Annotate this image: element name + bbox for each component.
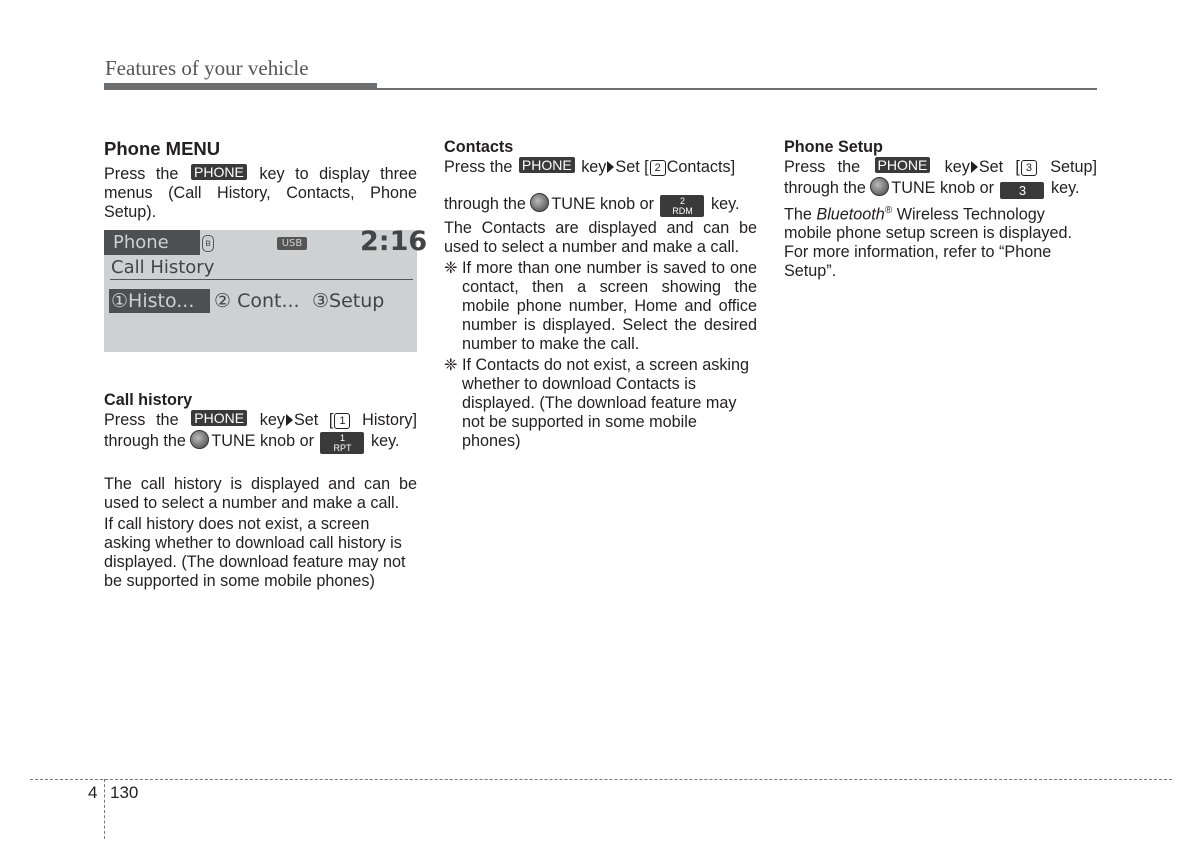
key-3-icon: 3	[1000, 182, 1044, 199]
page-number: 130	[110, 783, 139, 802]
rpt-key-icon: 1 RPT	[320, 432, 364, 454]
phone-menu-intro: Press the PHONE key to display three menus (Call History, Contacts, Phone Setup).	[104, 164, 417, 221]
lcd-clock: 2:16	[360, 226, 428, 257]
lcd-title: Phone	[104, 230, 200, 255]
note-mark-icon: ❈	[444, 356, 458, 374]
call-history-note: If call history does not exist, a screen asking whether to download call history is displayed. (The download feature may not be supported in some mobile phones)	[104, 515, 406, 590]
contacts-description: The Contacts are displayed and can be used to select a number and make a call.	[444, 219, 757, 256]
phone-setup-heading: Phone Setup	[784, 138, 883, 156]
call-history-heading: Call history	[104, 391, 193, 409]
arrow-right-icon	[971, 161, 978, 173]
phone-key-icon: PHONE	[191, 164, 247, 180]
tune-knob-icon	[870, 177, 889, 196]
lcd-divider	[110, 279, 413, 280]
call-history-instruction: Press the PHONE key Set [ 1 History] through the TUNE knob or 1 RPT key.	[104, 410, 417, 453]
phone-setup-description: The Bluetooth® Wireless Technology mobile phone setup screen is displayed. For more information, refer to “Phone Setup”.	[784, 205, 1072, 281]
header-rule-thick	[104, 83, 377, 90]
column-phone-menu	[104, 138, 417, 224]
page-header-title: Features of your vehicle	[105, 56, 309, 80]
number-1-icon: 1	[334, 413, 350, 429]
arrow-right-icon	[286, 414, 293, 426]
lcd-menu-setup: ③Setup	[312, 290, 385, 312]
footer-dashed-rule	[30, 779, 1172, 780]
phone-setup-instruction: Press the PHONE key Set [ 3 Setup] through the TUNE knob or 3 key.	[784, 157, 1098, 198]
column-phone-setup	[784, 138, 1097, 283]
contacts-note-1: ❈ If more than one number is saved to one contact, then a screen showing the mobile phone number, Home and office number is displayed. Select the desired number to make the call.	[444, 259, 757, 353]
rdm-key-icon: 2 RDM	[660, 195, 704, 217]
call-history-description: The call history is displayed and can be used to select a number and make a call.	[104, 475, 417, 512]
tune-knob-icon	[530, 193, 549, 212]
contacts-instruction: Press the PHONE key Set [ 2 Contacts]	[444, 157, 736, 176]
number-2-icon: 2	[650, 160, 666, 176]
phone-key-icon: PHONE	[191, 410, 247, 426]
phone-lcd-screen	[104, 226, 428, 352]
chapter-number: 4	[88, 783, 98, 802]
contacts-note-2: ❈ If Contacts do not exist, a screen asking whether to download Contacts is displayed. (The download feature may not be supported in some mobile phones)	[444, 356, 750, 450]
contacts-instruction-cont: through the TUNE knob or 2 RDM key.	[444, 195, 740, 216]
footer-dashed-divider	[104, 779, 105, 839]
usb-indicator: USB	[277, 237, 307, 250]
phone-menu-heading: Phone MENU	[104, 138, 221, 159]
lcd-menu-contacts: ② Cont...	[214, 290, 300, 312]
phone-key-icon: PHONE	[519, 157, 575, 173]
phone-key-icon: PHONE	[875, 157, 931, 173]
column-contacts	[444, 138, 757, 453]
column-call-history	[104, 391, 417, 593]
tune-knob-icon	[190, 430, 209, 449]
note-mark-icon: ❈	[444, 259, 458, 277]
lcd-menu-history: ①Histo...	[109, 289, 210, 313]
bluetooth-icon: ʙ	[202, 235, 214, 252]
header-rule-thin	[377, 88, 1097, 90]
contacts-heading: Contacts	[444, 138, 514, 156]
number-3-icon: 3	[1021, 160, 1037, 176]
arrow-right-icon	[607, 161, 614, 173]
lcd-subtitle: Call History	[111, 257, 215, 278]
